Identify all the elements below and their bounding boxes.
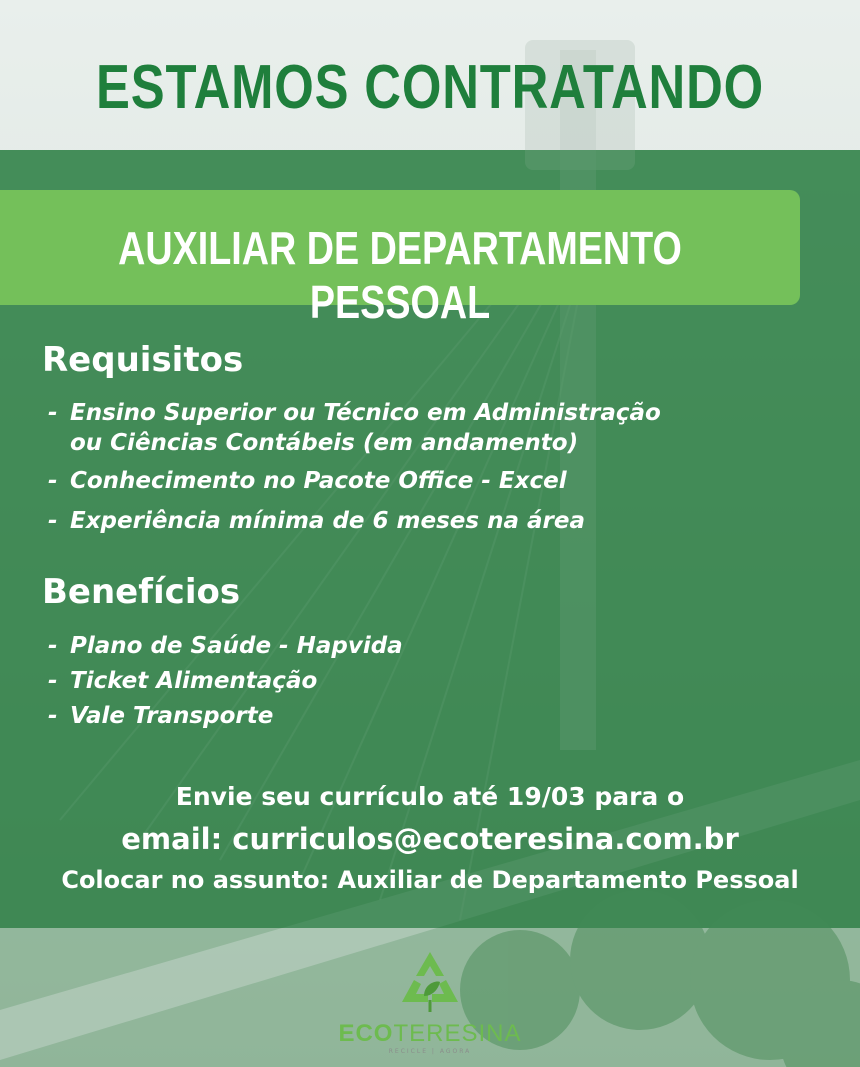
brand-teresina: TERESINA	[393, 1020, 522, 1047]
benefit-item: - Plano de Saúde - Hapvida	[48, 633, 403, 659]
requirement-item: - Experiência mínima de 6 meses na área	[48, 508, 585, 534]
contact-subject: Colocar no assunto: Auxiliar de Departamento Pessoal	[61, 866, 799, 894]
bullet-dash: -	[48, 508, 58, 534]
benefits-title: Benefícios	[42, 572, 241, 612]
header-band	[0, 0, 860, 150]
benefit-item: - Ticket Alimentação	[48, 668, 318, 694]
bullet-dash: -	[48, 668, 58, 694]
requirements-title: Requisitos	[42, 340, 244, 380]
contact-instruction: Envie seu currículo até 19/03 para o	[175, 782, 685, 811]
bullet-dash: -	[48, 703, 58, 729]
job-title: AUXILIAR DE DEPARTAMENTO PESSOAL	[118, 222, 682, 328]
company-logo	[330, 940, 530, 1060]
recycle-icon	[394, 948, 466, 1020]
requirement-item: - Ensino Superior ou Técnico em Administração ou Ciências Contábeis (em andamento)	[48, 400, 661, 456]
bullet-dash: -	[48, 633, 58, 659]
brand-name	[330, 1020, 530, 1048]
bullet-dash: -	[48, 468, 58, 494]
benefit-item: - Vale Transporte	[48, 703, 274, 729]
brand-eco: ECO	[338, 1020, 394, 1047]
bullet-dash: -	[48, 400, 58, 426]
headline: ESTAMOS CONTRATANDO	[96, 53, 764, 122]
contact-email: email: curriculos@ecoteresina.com.br	[121, 822, 739, 856]
brand-tagline: RECICLE | AGORA	[388, 1048, 472, 1055]
requirement-item: - Conhecimento no Pacote Office - Excel	[48, 468, 567, 494]
